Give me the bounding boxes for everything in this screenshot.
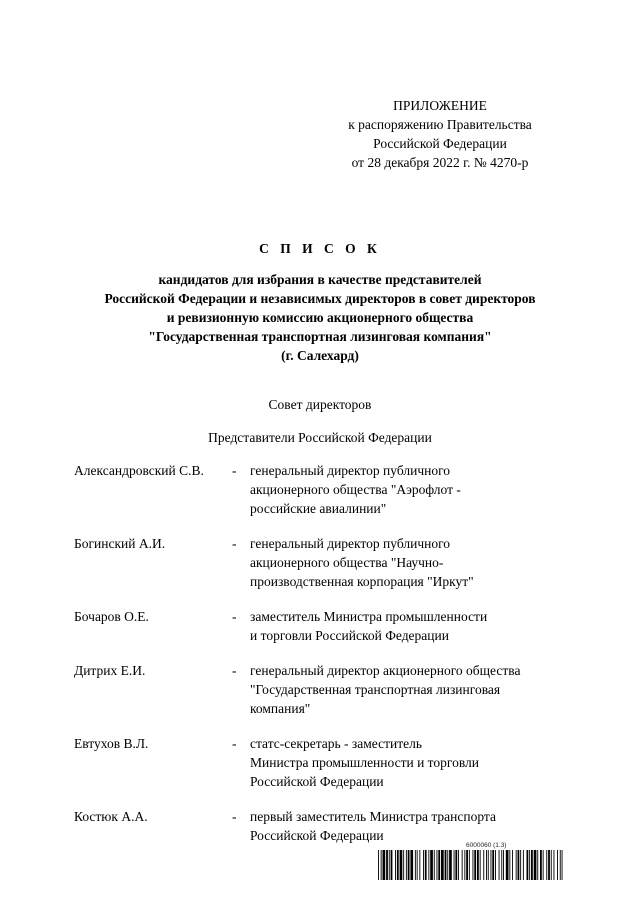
position-line: заместитель Министра промышленности bbox=[250, 609, 488, 624]
candidate-name: Богинский А.И. bbox=[74, 536, 166, 551]
position-line: генеральный директор публичного bbox=[250, 536, 451, 551]
barcode-bar bbox=[410, 850, 413, 880]
candidate-position bbox=[250, 461, 570, 518]
barcode-bar bbox=[441, 850, 444, 880]
barcode-bar bbox=[560, 850, 561, 880]
barcode-bar bbox=[477, 850, 479, 880]
barcode-bar bbox=[423, 850, 424, 880]
barcode-bar bbox=[403, 850, 404, 880]
title-line: (г. Салехард) bbox=[281, 348, 359, 363]
appendix-title: ПРИЛОЖЕНИЕ bbox=[393, 98, 487, 113]
position-line: производственная корпорация "Иркут" bbox=[250, 574, 474, 589]
position-line: акционерного общества "Аэрофлот - bbox=[250, 482, 461, 497]
position-line: "Государственная транспортная лизинговая bbox=[250, 682, 501, 697]
barcode-bar bbox=[548, 850, 550, 880]
title-line: кандидатов для избрания в качестве представителей bbox=[158, 272, 482, 287]
barcode-bar bbox=[529, 850, 530, 880]
barcode-bar bbox=[397, 850, 399, 880]
barcode-bar bbox=[391, 850, 393, 880]
position-line: российские авиалинии" bbox=[250, 501, 387, 516]
barcode-bar bbox=[381, 850, 382, 880]
title-line: и ревизионную комиссию акционерного общества bbox=[166, 310, 474, 325]
barcode-bar bbox=[480, 850, 481, 880]
candidate-entry bbox=[74, 807, 594, 845]
barcode-bar bbox=[491, 850, 492, 880]
position-line: Российской Федерации bbox=[250, 774, 384, 789]
barcode-bar bbox=[408, 850, 410, 880]
candidate-entry bbox=[74, 661, 594, 718]
barcode-bar bbox=[537, 850, 538, 880]
barcode-bar bbox=[516, 850, 517, 880]
barcode-bar bbox=[428, 850, 429, 880]
separator-dash: - bbox=[232, 809, 237, 824]
barcode-bar bbox=[499, 850, 500, 880]
barcode-bar bbox=[430, 850, 433, 880]
barcode-bar bbox=[509, 850, 510, 880]
candidate-position bbox=[250, 661, 570, 718]
separator-dash: - bbox=[232, 609, 237, 624]
barcode-bar bbox=[389, 850, 390, 880]
barcode-bar bbox=[531, 850, 533, 880]
candidate-position bbox=[250, 734, 570, 791]
position-line: генеральный директор акционерного общества bbox=[250, 663, 521, 678]
position-line: и торговли Российской Федерации bbox=[250, 628, 449, 643]
appendix-header bbox=[320, 96, 560, 172]
barcode-bar bbox=[395, 850, 396, 880]
candidate-name: Евтухов В.Л. bbox=[74, 736, 149, 751]
barcode-bar bbox=[503, 850, 504, 880]
barcode-bar bbox=[483, 850, 484, 880]
barcode-bar bbox=[378, 850, 379, 880]
barcode-bar bbox=[562, 850, 563, 880]
barcode-bar bbox=[543, 850, 544, 880]
barcode-bar bbox=[527, 850, 529, 880]
candidate-position bbox=[250, 534, 570, 591]
barcode-bar bbox=[492, 850, 494, 880]
title-line: Российской Федерации и независимых директоров в совет директоров bbox=[104, 291, 536, 306]
barcode-bar bbox=[520, 850, 521, 880]
subsection-heading: Представители Российской Федерации bbox=[208, 430, 432, 445]
barcode-bar bbox=[455, 850, 457, 880]
position-line: акционерного общества "Научно- bbox=[250, 555, 444, 570]
barcode-bar bbox=[417, 850, 418, 880]
barcode-bar bbox=[386, 850, 388, 880]
candidate-entry bbox=[74, 534, 594, 591]
barcode-image bbox=[378, 850, 564, 880]
barcode-bar bbox=[506, 850, 509, 880]
barcode-bar bbox=[546, 850, 547, 880]
candidate-position bbox=[250, 607, 570, 645]
candidate-name: Дитрих Е.И. bbox=[74, 663, 146, 678]
barcode-bar bbox=[474, 850, 476, 880]
barcode-bar bbox=[512, 850, 513, 880]
barcode-bar bbox=[447, 850, 448, 880]
barcode-bar bbox=[419, 850, 420, 880]
barcode-bar bbox=[554, 850, 555, 880]
barcode-bar bbox=[557, 850, 558, 880]
barcode-bar bbox=[488, 850, 489, 880]
position-line: компания" bbox=[250, 701, 311, 716]
position-line: первый заместитель Министра транспорта bbox=[250, 809, 496, 824]
barcode-bar bbox=[445, 850, 447, 880]
position-line: Российской Федерации bbox=[250, 828, 384, 843]
separator-dash: - bbox=[232, 736, 237, 751]
candidate-name: Александровский С.В. bbox=[74, 463, 204, 478]
barcode-bar bbox=[400, 850, 403, 880]
candidate-entry bbox=[74, 607, 594, 645]
barcode-bar bbox=[425, 850, 427, 880]
barcode-bar bbox=[518, 850, 520, 880]
barcode-bar bbox=[469, 850, 470, 880]
section-board-heading: Совет директоров bbox=[268, 397, 372, 412]
barcode-bar bbox=[464, 850, 465, 880]
candidate-list bbox=[74, 461, 594, 861]
barcode-bar bbox=[540, 850, 542, 880]
separator-dash: - bbox=[232, 536, 237, 551]
barcode-bar bbox=[458, 850, 459, 880]
candidate-name: Костюк А.А. bbox=[74, 809, 148, 824]
title-line: "Государственная транспортная лизинговая компания" bbox=[148, 329, 492, 344]
document-title bbox=[40, 239, 600, 365]
candidate-position bbox=[250, 807, 570, 845]
barcode-bar bbox=[438, 850, 440, 880]
title-heading: С П И С О К bbox=[259, 241, 381, 256]
barcode-bar bbox=[454, 850, 455, 880]
document-code: 6000060 (1.3) bbox=[466, 842, 507, 849]
barcode-bar bbox=[551, 850, 552, 880]
barcode-bar bbox=[462, 850, 463, 880]
barcode-bar bbox=[501, 850, 502, 880]
appendix-date-number: от 28 декабря 2022 г. № 4270-р bbox=[351, 155, 529, 170]
barcode-bar bbox=[434, 850, 435, 880]
barcode-bar bbox=[437, 850, 438, 880]
position-line: Министра промышленности и торговли bbox=[250, 755, 480, 770]
candidate-entry bbox=[74, 461, 594, 518]
barcode-bar bbox=[523, 850, 524, 880]
candidate-name: Бочаров О.Е. bbox=[74, 609, 149, 624]
barcode-bar bbox=[473, 850, 474, 880]
appendix-authority: Российской Федерации bbox=[373, 136, 507, 151]
barcode-bar bbox=[449, 850, 452, 880]
separator-dash: - bbox=[232, 663, 237, 678]
barcode-bar bbox=[495, 850, 496, 880]
barcode-bar bbox=[415, 850, 416, 880]
position-line: статс-секретарь - заместитель bbox=[250, 736, 423, 751]
barcode-bar bbox=[383, 850, 386, 880]
barcode-bar bbox=[406, 850, 407, 880]
barcode-bar bbox=[486, 850, 487, 880]
candidate-entry bbox=[74, 734, 594, 791]
appendix-reference: к распоряжению Правительства bbox=[348, 117, 532, 132]
position-line: генеральный директор публичного bbox=[250, 463, 451, 478]
separator-dash: - bbox=[232, 463, 237, 478]
barcode-bar bbox=[466, 850, 468, 880]
barcode-bar bbox=[534, 850, 537, 880]
